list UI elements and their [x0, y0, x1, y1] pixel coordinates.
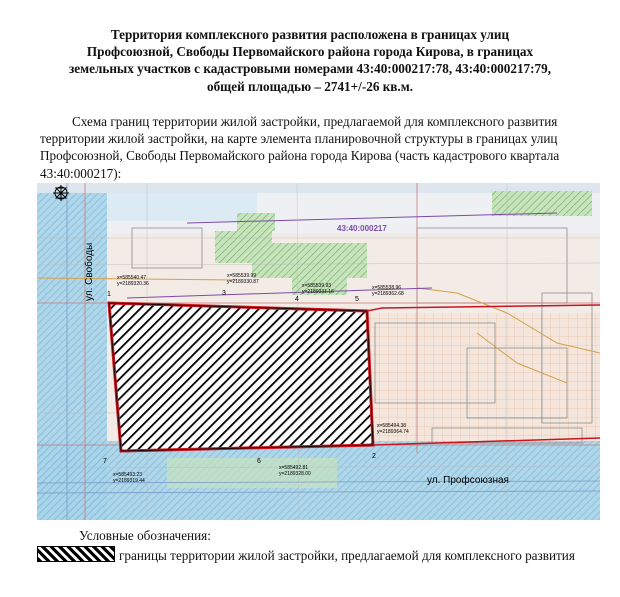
cadastral-map: [37, 183, 600, 520]
street-label-profsoyuznaya: ул. Профсоюзная: [427, 475, 509, 486]
hatch-swatch-icon: [37, 546, 115, 562]
svg-text:x=585540.47y=2189320.36: x=585540.47 y=2189320.36: [117, 275, 149, 287]
svg-text:x=585538.96y=2189362.68: x=585538.96 y=2189362.68: [372, 285, 404, 297]
svg-text:x=585492.81y=2189328.00: x=585492.81 y=2189328.00: [279, 465, 311, 477]
scheme-description: Схема границ территории жилой застройки, предлагаемой для комплексного развития территории жилой застройки, на карте элемента планировочной структуры в границах улиц Профсоюзной, Свободы Первомайского района города Кирова (часть кадастрового квартала 43:40:000217):: [40, 114, 560, 181]
heading-line-1: Территория комплексного развития расположена в границах улиц: [110, 27, 510, 42]
svg-text:x=585539.93y=2189331.16: x=585539.93 y=2189331.16: [302, 283, 334, 295]
svg-text:3: 3: [222, 290, 226, 297]
document-heading: [40, 26, 580, 95]
street-label-svobody: ул. Свободы: [84, 242, 95, 301]
cadastral-quarter-label: 43:40:000217: [337, 224, 387, 233]
svg-text:6: 6: [257, 458, 261, 465]
svg-text:x=585539.99y=2189330.87: x=585539.99 y=2189330.87: [227, 273, 259, 285]
svg-text:x=585494.38y=2189364.74: x=585494.38 y=2189364.74: [377, 423, 409, 435]
legend-item-text: границы территории жилой застройки, предлагаемой для комплексного развития: [119, 548, 575, 563]
heading-line-3: земельных участков с кадастровыми номерами 43:40:000217:78, 43:40:000217:79,: [68, 61, 552, 77]
heading-line-2: Профсоюзной, Свободы Первомайского района города Кирова, в границах: [86, 44, 534, 60]
svg-text:2: 2: [372, 453, 376, 460]
svg-text:5: 5: [355, 296, 359, 303]
legend-title: Условные обозначения:: [79, 528, 211, 543]
site-boundary: [109, 303, 373, 451]
legend-item: [37, 546, 597, 565]
svg-text:4: 4: [295, 296, 299, 303]
svg-text:7: 7: [103, 458, 107, 465]
svg-text:1: 1: [107, 291, 111, 298]
svg-text:x=585493.23y=2189319.44: x=585493.23 y=2189319.44: [113, 472, 145, 484]
heading-line-4: общей площадью – 2741+/-26 кв.м.: [206, 78, 414, 94]
